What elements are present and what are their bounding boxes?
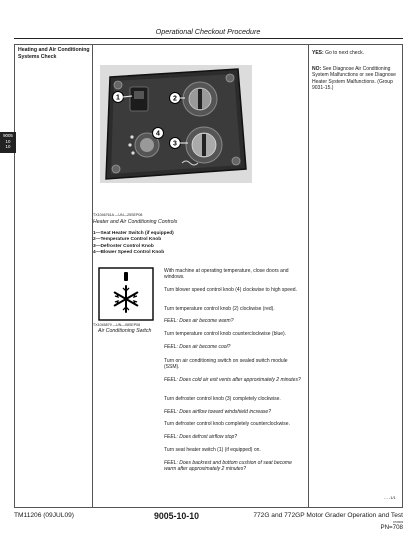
yes-label: YES: — [312, 50, 324, 56]
procedure-step: Turn temperature control knob (2) clockwise (red). — [164, 306, 275, 312]
feel-question: FEEL: Does cold air exit vents after approximately 2 minutes? — [164, 377, 301, 383]
section-side-tab — [0, 132, 16, 153]
footer-section-code: 9005-10-10 — [154, 511, 199, 521]
side-tab-line: 9005 — [3, 133, 13, 138]
legend-item: 3—Defroster Control Knob — [93, 243, 154, 249]
side-tab-line: 10 — [5, 144, 11, 149]
procedure-step: Turn seat heater switch (1) (if equipped) on. — [164, 447, 261, 453]
page-header-title: Operational Checkout Procedure — [155, 27, 261, 36]
feel-question: FEEL: Does defrost airflow stop? — [164, 434, 238, 440]
no-text: See Diagnose Air Conditioning System Malfunctions or see Diagnose Heater System Malfunctions. (Group 9031-15.) — [312, 66, 396, 92]
feel-question: FEEL: Does air become warm? — [164, 318, 234, 324]
yes-result — [312, 50, 400, 56]
feel-question: FEEL: Does backrest and bottom cushion of seat become warm after approximately 2 minutes? — [164, 460, 292, 473]
yes-text: Go to next check. — [325, 50, 364, 56]
figure-main-caption: Heater and Air Conditioning Controls — [93, 219, 178, 225]
legend-item: 1—Seat Heater Switch (if equipped) — [93, 231, 174, 236]
legend-item: 4—Blower Speed Control Knob — [93, 249, 165, 255]
footer-title: 772G and 772GP Motor Grader Operation and Test — [253, 512, 403, 519]
figure-legend — [93, 231, 307, 256]
feel-question: FEEL: Does air become cool? — [164, 344, 231, 350]
figure-ac-caption: Air Conditioning Switch — [98, 328, 152, 334]
legend-item: 2—Temperature Control Knob — [93, 237, 162, 243]
procedure-step: Turn on air conditioning switch on sealed switch module (SSM). — [164, 358, 288, 371]
continuation-marker: - - -1/1 — [384, 495, 396, 500]
procedure-step: Turn defroster control knob (3) completely clockwise. — [164, 396, 281, 402]
callout-2: 2 — [173, 95, 177, 103]
no-result — [312, 66, 400, 92]
figure-main-code: TX1046761A —UN—25SEP08 — [93, 213, 143, 217]
section-title: Heating and Air Conditioning Systems Check — [18, 47, 90, 60]
side-tab-line: 10 — [5, 138, 11, 144]
callout-3: 3 — [173, 140, 177, 148]
procedure-step: Turn temperature control knob counterclockwise (blue). — [164, 331, 287, 337]
control-panel-illustration — [100, 65, 252, 183]
no-label: NO: — [312, 66, 322, 72]
footer-doc-id: TM11206 (09JUL09) — [14, 512, 74, 519]
callout-4: 4 — [156, 130, 160, 138]
procedure-step: With machine at operating temperature, close doors and windows. — [164, 268, 289, 281]
ac-switch-illustration — [93, 266, 159, 321]
feel-question: FEEL: Does airflow toward windshield increase? — [164, 409, 271, 415]
figure-ac-code: TX1045879 —UN—08SEP08 — [93, 323, 141, 327]
procedure-step: Turn defroster control knob completely counterclockwise. — [164, 421, 290, 427]
left-column — [14, 44, 93, 508]
right-column — [308, 44, 403, 508]
callout-1: 1 — [116, 94, 120, 102]
procedure-step: Turn blower speed control knob (4) clockwise to high speed. — [164, 287, 297, 293]
footer-page-number: PN=708 — [380, 524, 403, 531]
header-divider — [14, 38, 403, 39]
footer-small-code: 070909 — [392, 520, 403, 524]
